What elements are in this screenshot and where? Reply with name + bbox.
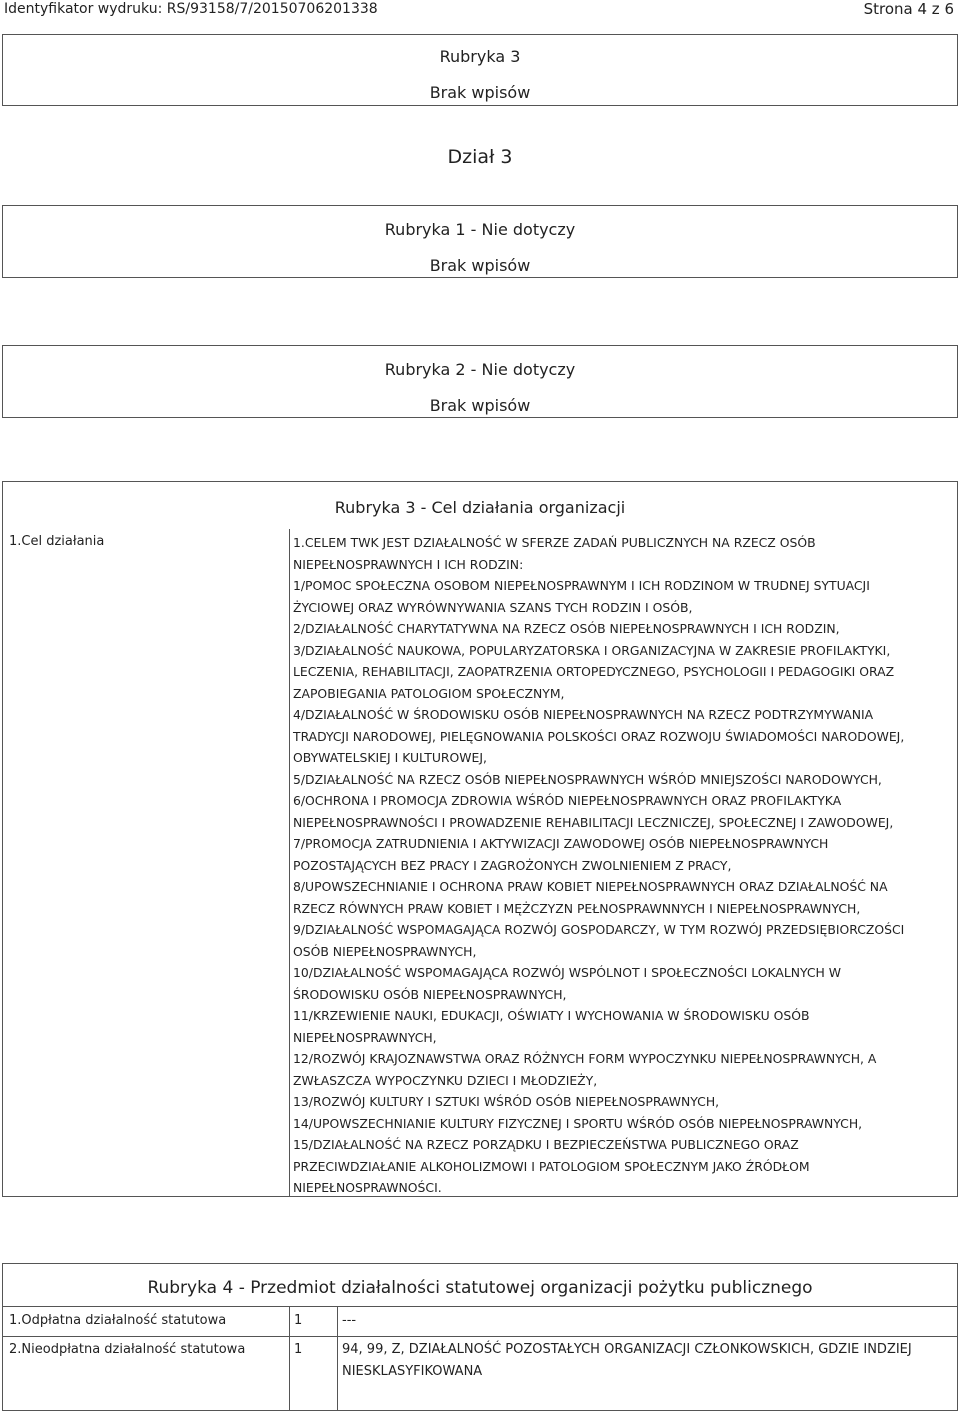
rubryka-2-title: Rubryka 2 - Nie dotyczy xyxy=(384,360,576,379)
cel-text-line: PRZECIWDZIAŁANIE ALKOHOLIZMOWI I PATOLOGIOM SPOŁECZNYM JAKO ŹRÓDŁOM xyxy=(293,1158,810,1174)
rubryka-2-box xyxy=(2,345,958,418)
cel-text-line: LECZENIA, REHABILITACJI, ZAOPATRZENIA ORTOPEDYCZNEGO, PSYCHOLOGII I PEDAGOGIKI ORAZ xyxy=(293,664,895,679)
cel-text-line: NIEPEŁNOSPRAWNOŚCI. xyxy=(293,1180,442,1195)
cel-text-line: NIEPEŁNOSPRAWNYCH, xyxy=(293,1029,437,1045)
rubryka-3-title: Rubryka 3 xyxy=(439,47,521,66)
cel-text-line: ŚRODOWISKU OSÓB NIEPEŁNOSPRAWNYCH, xyxy=(293,986,567,1002)
cel-text-line: OSÓB NIEPEŁNOSPRAWNYCH, xyxy=(293,943,477,959)
row-1-num: 1 xyxy=(294,1313,303,1328)
rubryka-3-value: Brak wpisów xyxy=(429,83,531,102)
rubryka-cel-title: Rubryka 3 - Cel działania organizacji xyxy=(334,498,626,517)
rubryka-1-title: Rubryka 1 - Nie dotyczy xyxy=(384,220,576,239)
cel-text xyxy=(293,532,949,1199)
cel-text-line: TRADYCJI NARODOWEJ, PIELĘGNOWANIA POLSKOŚCI ORAZ ROZWOJU ŚWIADOMOŚCI NARODOWEJ, xyxy=(293,728,905,744)
dzial-title: Dział 3 xyxy=(447,146,513,168)
page-number: Strona 4 z 6 xyxy=(863,0,954,18)
cel-text-line: 7/PROMOCJA ZATRUDNIENIA I AKTYWIZACJI ZAWODOWEJ OSÓB NIEPEŁNOSPRAWNYCH xyxy=(293,836,829,851)
column-divider xyxy=(337,1306,338,1410)
rubryka-1-value: Brak wpisów xyxy=(429,256,531,275)
row-2-num: 1 xyxy=(294,1342,303,1357)
cel-text-line: 9/DZIAŁALNOŚĆ WSPOMAGAJĄCA ROZWÓJ GOSPODARCZY, W TYM ROZWÓJ PRZEDSIĘBIORCZOŚCI xyxy=(293,922,905,937)
row-2-label: 2.Nieodpłatna działalność statutowa xyxy=(9,1342,246,1357)
cel-text-line: 1.CELEM TWK JEST DZIAŁALNOŚĆ W SFERZE ZADAŃ PUBLICZNYCH NA RZECZ OSÓB xyxy=(293,535,816,550)
rubryka-cel-box xyxy=(2,481,958,1197)
cel-label: 1.Cel działania xyxy=(9,534,105,549)
row-2-value-line-2: NIESKLASYFIKOWANA xyxy=(342,1364,483,1379)
rubryka-4-box xyxy=(2,1263,958,1411)
cel-text-line: 4/DZIAŁALNOŚĆ W ŚRODOWISKU OSÓB NIEPEŁNOSPRAWNYCH NA RZECZ PODTRZYMYWANIA xyxy=(293,707,874,722)
column-divider xyxy=(289,1306,290,1410)
cel-text-line: POZOSTAJĄCYCH BEZ PRACY I ZAGROŻONYCH ZWOLNIENIEM Z PRACY, xyxy=(293,857,732,873)
cel-text-line: 11/KRZEWIENIE NAUKI, EDUKACJI, OŚWIATY I WYCHOWANIA W ŚRODOWISKU OSÓB xyxy=(293,1008,810,1023)
cel-text-line: NIEPEŁNOSPRAWNYCH I ICH RODZIN: xyxy=(293,556,524,572)
cel-text-line: 13/ROZWÓJ KULTURY I SZTUKI WŚRÓD OSÓB NIEPEŁNOSPRAWNYCH, xyxy=(293,1094,720,1109)
cel-text-line: 3/DZIAŁALNOŚĆ NAUKOWA, POPULARYZATORSKA I ORGANIZACYJNA W ZAKRESIE PROFILAKTYKI, xyxy=(293,642,891,658)
cel-text-line: NIEPEŁNOSPRAWNOŚCI I PROWADZENIE REHABILITACJI LECZNICZEJ, SPOŁECZNEJ I ZAWODOWEJ, xyxy=(293,814,894,830)
cel-text-line: ZWŁASZCZA WYPOCZYNKU DZIECI I MŁODZIEŻY, xyxy=(293,1072,598,1088)
print-identifier: Identyfikator wydruku: RS/93158/7/20150706201338 xyxy=(4,1,378,17)
cel-text-line: 1/POMOC SPOŁECZNA OSOBOM NIEPEŁNOSPRAWNYM I ICH RODZINOM W TRUDNEJ SYTUACJI xyxy=(293,578,870,593)
cel-text-line: 15/DZIAŁALNOŚĆ NA RZECZ PORZĄDKU I BEZPIECZEŃSTWA PUBLICZNEGO ORAZ xyxy=(293,1137,799,1152)
row-1-label: 1.Odpłatna działalność statutowa xyxy=(9,1313,227,1328)
rubryka-2-value: Brak wpisów xyxy=(429,396,531,415)
rubryka-3-box xyxy=(2,34,958,106)
rubryka-1-box xyxy=(2,205,958,278)
rubryka-4-title: Rubryka 4 - Przedmiot działalności statutowej organizacji pożytku publicznego xyxy=(147,1278,813,1298)
cel-text-line: 8/UPOWSZECHNIANIE I OCHRONA PRAW KOBIET NIEPEŁNOSPRAWNYCH ORAZ DZIAŁALNOŚĆ NA xyxy=(293,879,888,894)
cel-text-line: 14/UPOWSZECHNIANIE KULTURY FIZYCZNEJ I SPORTU WŚRÓD OSÓB NIEPEŁNOSPRAWNYCH, xyxy=(293,1115,863,1131)
cel-text-line: ŻYCIOWEJ ORAZ WYRÓWNYWANIA SZANS TYCH RODZIN I OSÓB, xyxy=(293,599,693,615)
cel-divider xyxy=(289,529,290,1196)
cel-text-line: OBYWATELSKIEJ I KULTUROWEJ, xyxy=(293,750,487,765)
cel-text-line: 6/OCHRONA I PROMOCJA ZDROWIA WŚRÓD NIEPEŁNOSPRAWNYCH ORAZ PROFILAKTYKA xyxy=(293,793,842,808)
cel-text-line: 12/ROZWÓJ KRAJOZNAWSTWA ORAZ RÓŻNYCH FORM WYPOCZYNKU NIEPEŁNOSPRAWNYCH, A xyxy=(293,1051,877,1066)
row-1-value: --- xyxy=(342,1313,357,1328)
cel-text-line: 10/DZIAŁALNOŚĆ WSPOMAGAJĄCA ROZWÓJ WSPÓLNOT I SPOŁECZNOŚCI LOKALNYCH W xyxy=(293,965,842,980)
cel-text-line: 2/DZIAŁALNOŚĆ CHARYTATYWNA NA RZECZ OSÓB NIEPEŁNOSPRAWNYCH I ICH RODZIN, xyxy=(293,621,840,636)
cel-text-line: 5/DZIAŁALNOŚĆ NA RZECZ OSÓB NIEPEŁNOSPRAWNYCH WŚRÓD MNIEJSZOŚCI NARODOWYCH, xyxy=(293,771,882,787)
cel-text-line: RZECZ RÓWNYCH PRAW KOBIET I MĘŻCZYZN PEŁNOSPRAWNNYCH I NIEPEŁNOSPRAWNYCH, xyxy=(293,900,861,916)
row-2-value-line-1: 94, 99, Z, DZIAŁALNOŚĆ POZOSTAŁYCH ORGANIZACJI CZŁONKOWSKICH, GDZIE INDZIEJ xyxy=(342,1342,912,1357)
cel-text-line: ZAPOBIEGANIA PATOLOGIOM SPOŁECZNYM, xyxy=(293,685,565,701)
